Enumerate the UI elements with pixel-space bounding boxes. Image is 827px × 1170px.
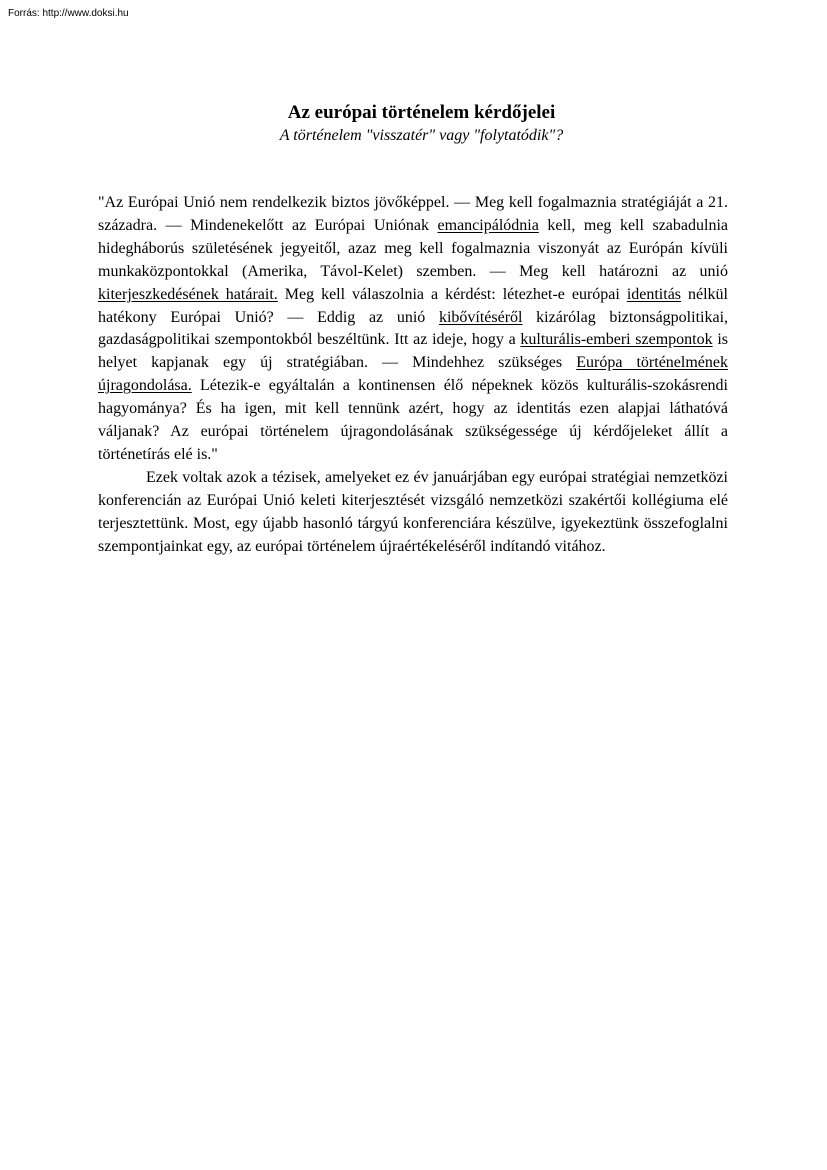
text-segment: "Az Európai Unió nem rendelkezik biztos jövőképpel. — Meg kell fogalmaznia stratégiáját a 21. századra. — Mindenekelőtt az Európai Uniónak (98, 194, 728, 234)
underlined-term-enlargement: kibővítéséről (438, 308, 523, 326)
paragraph-theses (98, 192, 728, 467)
page-subtitle: A történelem "visszatér" vagy "folytatódik"? (279, 127, 564, 144)
text-segment: Létezik-e egyáltalán a kontinensen élő népeknek közös kulturális-szokásrendi hagyománya? És ha igen, mit kell tennünk azért, hogy az identitás ezen alapjai láthatóvá váljanak? Az európai történelem újragondolásának szükségessége új kérdőjeleket állít a történetírás elé is." (98, 377, 728, 463)
title-block (0, 101, 827, 147)
underlined-term-rethinking-history: Európa történelmének újragondolása. (98, 354, 729, 395)
page-title: Az európai történelem kérdőjelei (287, 102, 556, 123)
underlined-term-emancipation: emancipálódnia (437, 216, 539, 234)
text-segment: kell, meg kell szabadulnia hidegháborús születésének jegyeitől, azaz meg kell fogalmaznia viszonyát az Európán kívüli munkaközpontokkal (Amerika, Távol-Kelet) szemben. — Meg kell határozni az unió (98, 216, 728, 280)
text-segment: Meg kell válaszolnia a kérdést: létezhet-e európai (277, 285, 627, 303)
underlined-term-cultural-aspects: kulturális-emberi szempontok (520, 331, 713, 349)
text-segment: is helyet kapjanak egy új stratégiában. — Mindehhez szükséges (98, 331, 729, 372)
paragraph-conference: Ezek voltak azok a tézisek, amelyeket ez év januárjában egy európai stratégiai nemzetközi konferencián az Európai Unió keleti kiterjesztését vizsgáló nemzetközi szakértői kollégiuma elé terjesztettünk. Most, egy újabb hasonló tárgyú konferenciára készülve, igyekeztünk összefoglalni szempontjainkat egy, az európai történelem újraértékeléséről indítandó vitához. (98, 468, 728, 555)
underlined-term-identity: identitás (626, 285, 682, 303)
source-url: Forrás: http://www.doksi.hu (8, 8, 129, 19)
text-segment: nélkül hatékony Európai Unió? — Eddig az unió (98, 285, 729, 326)
text-segment: kizárólag biztonságpolitikai, gazdaságpolitikai szempontokból beszéltünk. Itt az ideje, hogy a (98, 308, 729, 349)
underlined-term-boundaries: kiterjeszkedésének határait. (98, 285, 278, 303)
document-body (98, 192, 728, 559)
